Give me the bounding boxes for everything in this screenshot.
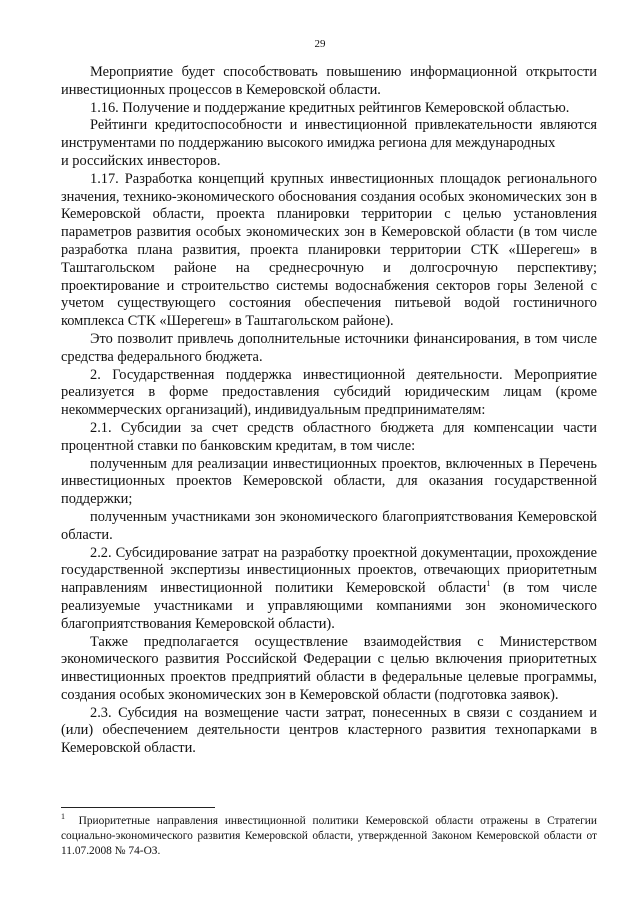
paragraph: 2.3. Субсидия на возмещение части затрат, понесенных в связи с созданием и (или) обеспечением деятельности центров кластерного развития технопарками в Кемеровской области. <box>61 704 597 757</box>
paragraph: Также предполагается осуществление взаимодействия с Министерством экономического развития Российской Федерации с целью включения приоритетных инвестиционных проектов предприятий области в федеральные целевые программы, создания особых экономических зон в Кемеровской области (подготовка заявок). <box>61 633 597 703</box>
paragraph: 1.17. Разработка концепций крупных инвестиционных площадок регионального значения, технико-экономического обоснования создания особых экономических зон в Кемеровской области, проекта планировки территории с целью установления параметров развития особых экономических зон в Кемеровской области (в том числе разработка плана развития, проекта планировки территории СТК «Шерегеш» в Таштагольском районе на среднесрочную и долгосрочную перспективу; проектирование и строительство системы водоснабжения секторов горы Зеленой с учетом существующего состояния обеспечения питьевой водой гостиничного комплекса СТК «Шерегеш» в Таштагольском районе). <box>61 170 597 330</box>
page-number: 29 <box>314 38 326 50</box>
paragraph: Рейтинги кредитоспособности и инвестиционной привлекательности являются инструментами по поддержанию высокого имиджа региона для международных <box>61 117 597 152</box>
footnote-separator <box>61 807 215 808</box>
paragraph: 2.1. Субсидии за счет средств областного бюджета для компенсации части процентной ставки по банковским кредитам, в том числе: <box>61 419 597 454</box>
paragraph-text-continued: (в том числе реализуемые участниками и управляющими компаниями зон экономического благоприятствования Кемеровской области). <box>61 580 597 632</box>
footnote-marker: 1 <box>486 579 491 589</box>
paragraph: 2. Государственная поддержка инвестиционной деятельности. Мероприятие реализуется в форме предоставления субсидий юридическим лицам (кроме некоммерческих организаций), индивидуальным предпринимателям: <box>61 366 597 419</box>
footnote <box>61 814 597 860</box>
paragraph: 1.16. Получение и поддержание кредитных рейтингов Кемеровской областью. <box>90 99 570 116</box>
paragraph: и российских инвесторов. <box>61 152 221 169</box>
paragraph: полученным участниками зон экономического благоприятствования Кемеровской области. <box>61 508 597 543</box>
document-body <box>61 64 597 758</box>
paragraph: полученным для реализации инвестиционных проектов, включенных в Перечень инвестиционных проектов Кемеровской области, для оказания государственной поддержки; <box>61 455 597 508</box>
paragraph: Мероприятие будет способствовать повышению информационной открытости инвестиционных процессов в Кемеровской области. <box>61 64 597 98</box>
paragraph-text: 2.2. Субсидирование затрат на разработку проектной документации, прохождение государственной экспертизы инвестиционных проектов, отвечающих приоритетным направлениям инвестиционной политики Кемеровской области <box>61 544 597 597</box>
paragraph-with-footnote <box>61 545 597 634</box>
footnote-text: Приоритетные направления инвестиционной политики Кемеровской области отражены в Стратегии социально-экономического развития Кемеровской области, утвержденной Законом Кемеровской области от 11.07.2008 № 74-ОЗ. <box>61 815 597 858</box>
paragraph: Это позволит привлечь дополнительные источники финансирования, в том числе средства федерального бюджета. <box>61 330 597 365</box>
footnote-number: 1 <box>61 812 65 822</box>
